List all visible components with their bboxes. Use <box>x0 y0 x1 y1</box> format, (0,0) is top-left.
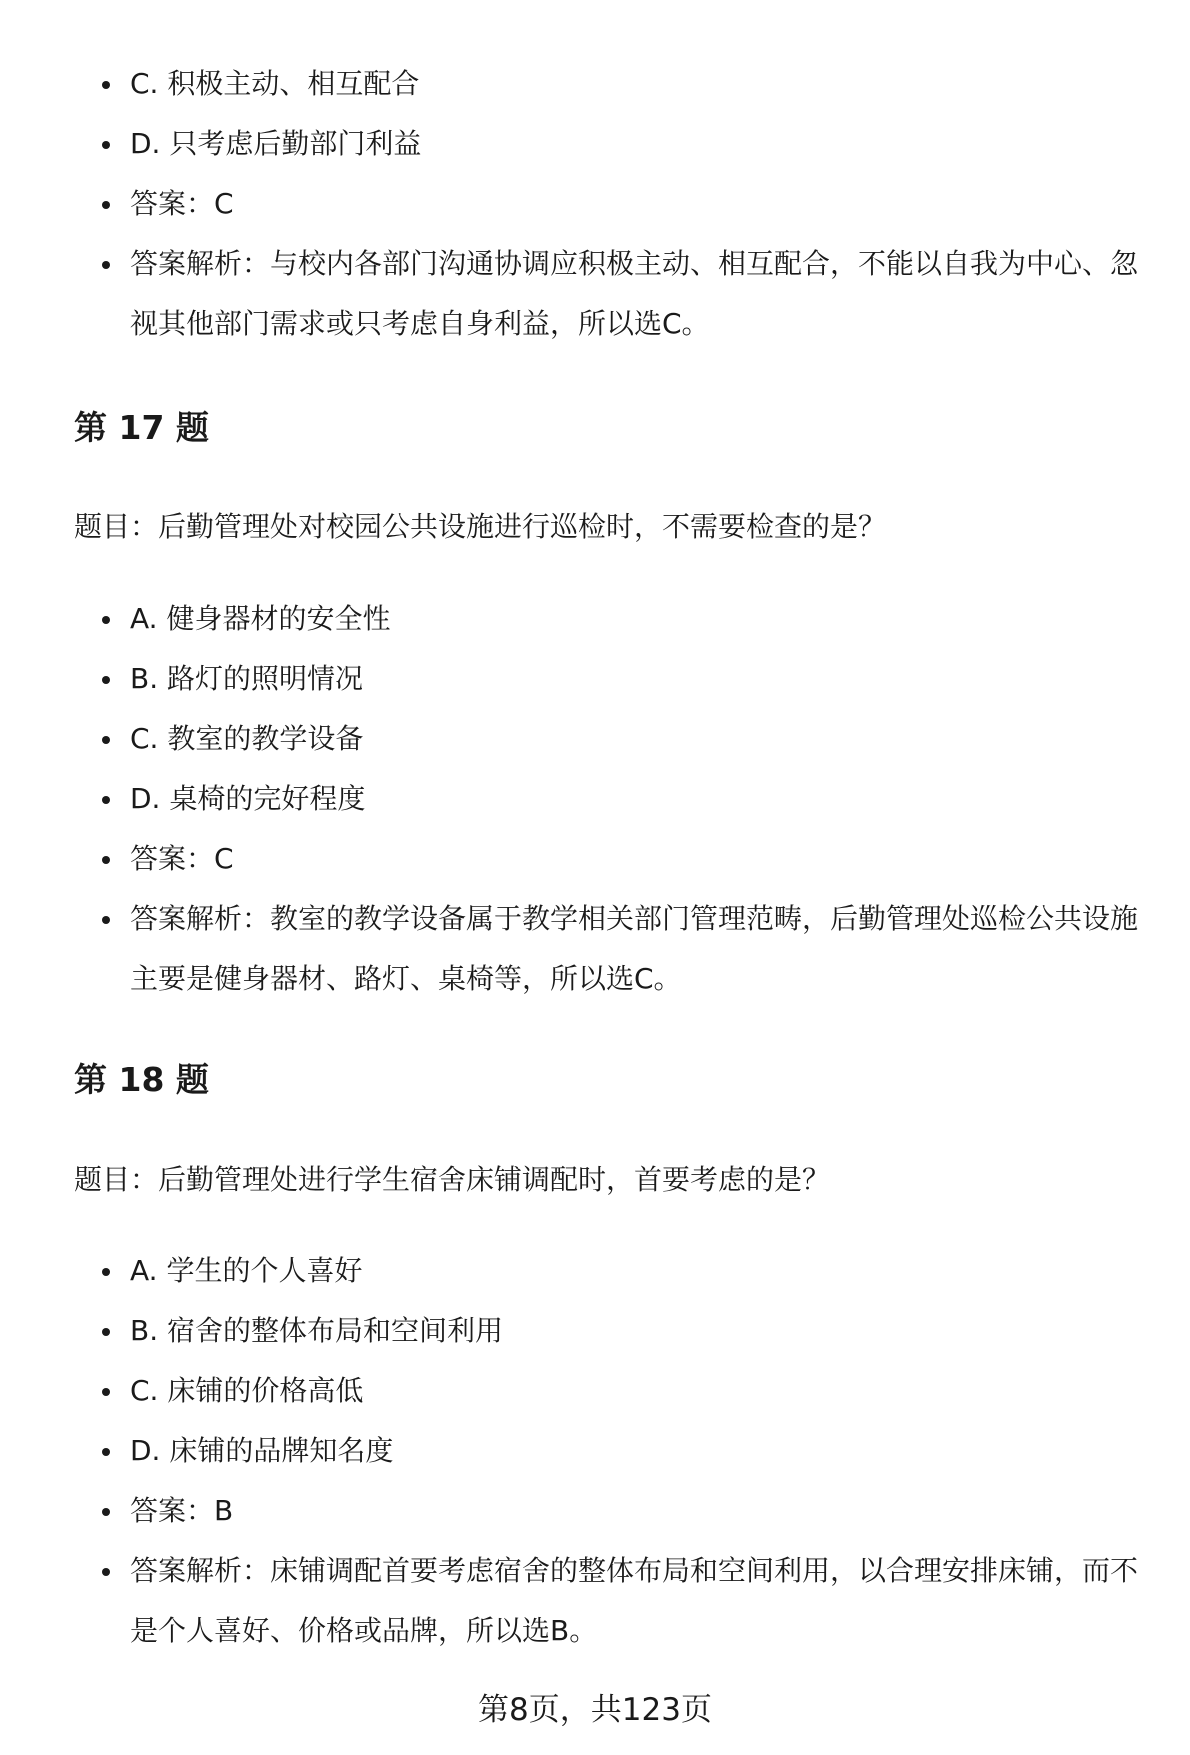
question-17-options <box>0 589 1190 1009</box>
bullet-icon <box>102 81 110 89</box>
question-17-text: 题目：后勤管理处对校园公共设施进行巡检时，不需要检查的是？ <box>74 510 887 543</box>
answer: 答案：C <box>0 174 1190 234</box>
question-17-heading: 第 17 题 <box>74 408 209 447</box>
option-a: A. 学生的个人喜好 <box>0 1241 1190 1301</box>
bullet-icon <box>102 796 110 804</box>
answer-explanation: 答案解析：教室的教学设备属于教学相关部门管理范畴，后勤管理处巡检公共设施主要是健身器材、路灯、桌椅等，所以选C。 <box>0 889 1190 1009</box>
question-18-text: 题目：后勤管理处进行学生宿舍床铺调配时，首要考虑的是？ <box>74 1163 831 1196</box>
bullet-icon <box>102 261 110 269</box>
prev-question-block <box>0 54 1190 354</box>
bullet-icon <box>102 1508 110 1516</box>
page-number-footer: 第8页，共123页 <box>478 1692 712 1728</box>
option-b: B. 路灯的照明情况 <box>0 649 1190 709</box>
bullet-icon <box>102 1448 110 1456</box>
option-d: D. 桌椅的完好程度 <box>0 769 1190 829</box>
prev-question-options <box>0 54 1190 354</box>
option-b: B. 宿舍的整体布局和空间利用 <box>0 1301 1190 1361</box>
question-18-heading: 第 18 题 <box>74 1060 209 1099</box>
bullet-icon <box>102 141 110 149</box>
option-d: D. 床铺的品牌知名度 <box>0 1421 1190 1481</box>
question-18-block <box>0 1241 1190 1661</box>
bullet-icon <box>102 1268 110 1276</box>
answer: 答案：B <box>0 1481 1190 1541</box>
bullet-icon <box>102 676 110 684</box>
bullet-icon <box>102 736 110 744</box>
bullet-icon <box>102 201 110 209</box>
option-d: D. 只考虑后勤部门利益 <box>0 114 1190 174</box>
answer-explanation: 答案解析：床铺调配首要考虑宿舍的整体布局和空间利用，以合理安排床铺，而不是个人喜好、价格或品牌，所以选B。 <box>0 1541 1190 1661</box>
bullet-icon <box>102 1328 110 1336</box>
bullet-icon <box>102 1568 110 1576</box>
bullet-icon <box>102 856 110 864</box>
answer-explanation: 答案解析：与校内各部门沟通协调应积极主动、相互配合，不能以自我为中心、忽视其他部门需求或只考虑自身利益，所以选C。 <box>0 234 1190 354</box>
answer: 答案：C <box>0 829 1190 889</box>
bullet-icon <box>102 916 110 924</box>
option-c: C. 床铺的价格高低 <box>0 1361 1190 1421</box>
bullet-icon <box>102 616 110 624</box>
question-18-options <box>0 1241 1190 1661</box>
question-17-block <box>0 589 1190 1009</box>
option-c: C. 积极主动、相互配合 <box>0 54 1190 114</box>
option-c: C. 教室的教学设备 <box>0 709 1190 769</box>
bullet-icon <box>102 1388 110 1396</box>
option-a: A. 健身器材的安全性 <box>0 589 1190 649</box>
